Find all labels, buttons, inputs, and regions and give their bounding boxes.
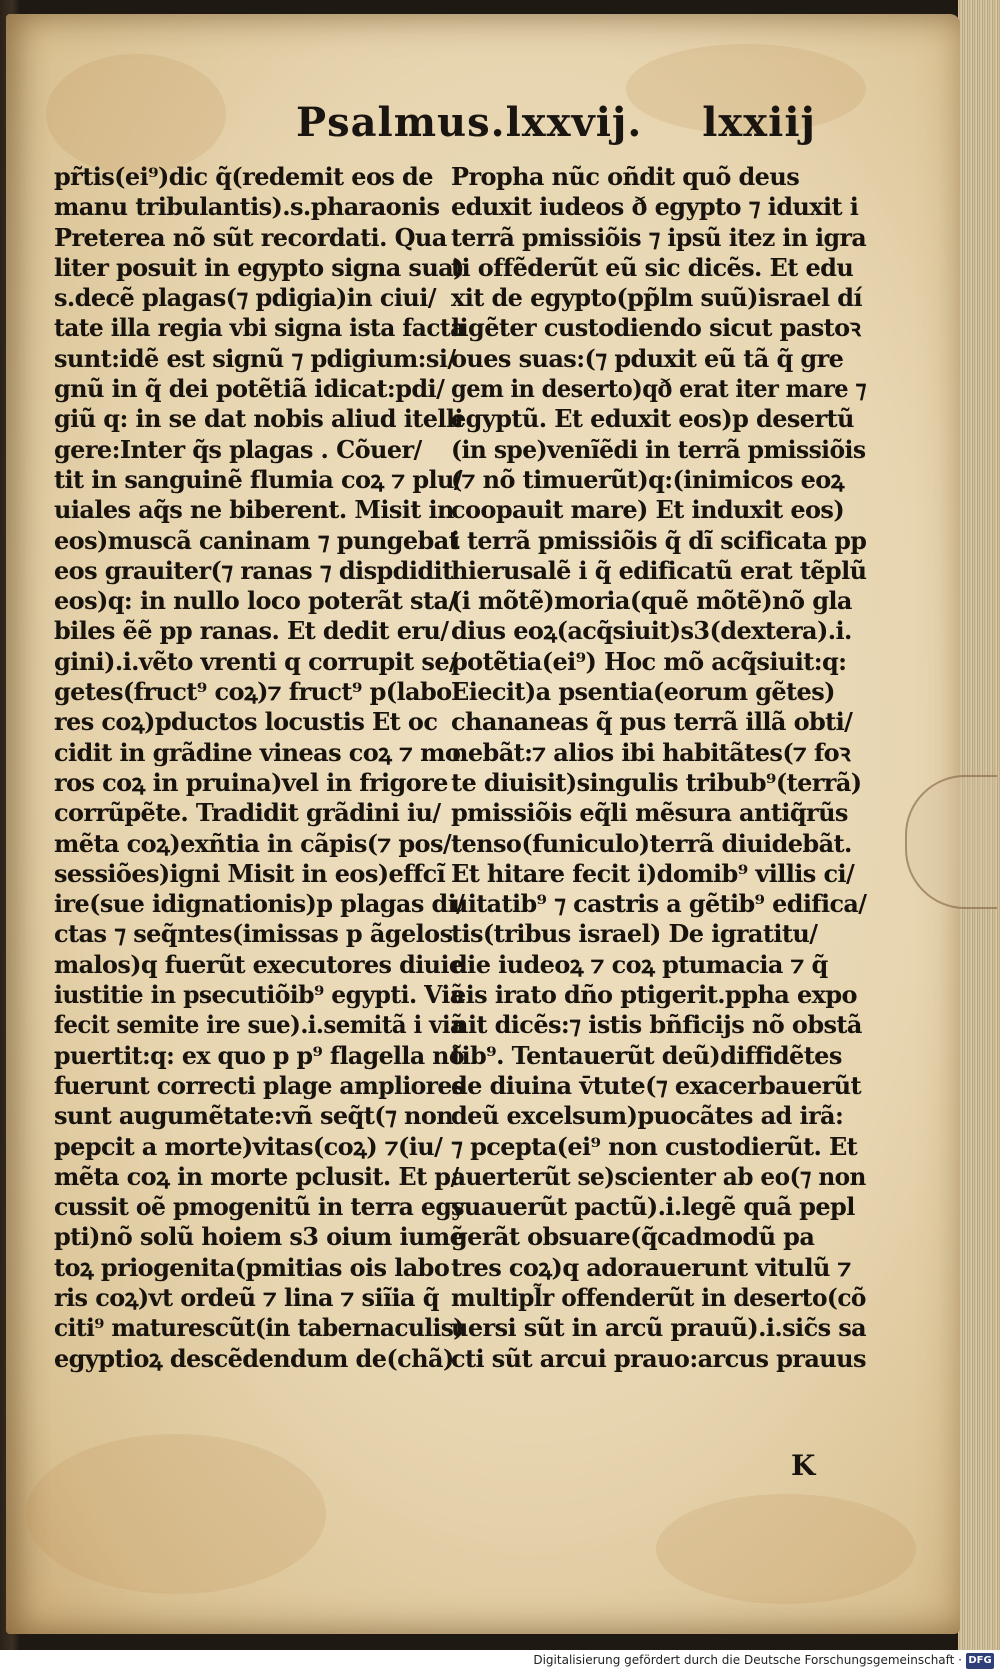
text-line: pti)nõ solũ hoiem s3 oium iumẽ <box>54 1222 464 1252</box>
text-line: fecit semite ire sue).i.semitã i viã <box>54 1010 465 1040</box>
text-line: egyptioꝝ descẽdendum de(chã) <box>54 1343 454 1373</box>
text-line: tib⁹. Tentauerũt deũ)diffidẽtes <box>451 1040 842 1070</box>
text-line: malos)q fuerũt executores diuie <box>54 949 464 979</box>
text-line: i terrã pmissiõis q̃ dĩ scificata pp <box>451 525 867 555</box>
text-line: tate illa regia vbi signa ista facta <box>54 313 465 343</box>
stain <box>46 54 226 174</box>
text-line: eos)q: in nullo loco poterãt sta/ <box>54 586 457 616</box>
text-line: eduxit iudeos ð egypto ⁊ iduxit i <box>451 192 859 222</box>
text-line: fuerunt correcti plage ampliores <box>54 1070 465 1100</box>
folio-number: lxxiij <box>702 99 816 146</box>
text-line: pmissiõis eq̃li mẽsura antiq̃rũs <box>451 798 848 828</box>
text-line: ire(sue idignationis)p plagas di/ <box>54 889 465 919</box>
text-line: oues suas:(⁊ pduxit eũ tã q̃ gre <box>451 343 844 373</box>
text-line: ligẽter custodiendo sicut pastoꝛ <box>451 313 861 343</box>
text-line: cussit oẽ pmogenitũ in terra egy <box>54 1192 465 1222</box>
text-line: terrã pmissiõis ⁊ ipsũ itez in igra <box>451 222 867 252</box>
text-line: eis irato dño ptigerit.ppha expo <box>451 980 857 1010</box>
text-line: corrũpẽte. Tradidit grãdini iu/ <box>54 798 441 828</box>
text-line: Preterea nõ sũt recordati. Qua <box>54 222 447 252</box>
text-line: gerãt obsuare(q̃cadmodũ pa <box>451 1222 815 1252</box>
signature-mark: K <box>791 1449 816 1482</box>
text-line: nebãt:⁊ alios ibi habitãtes(⁊ foꝛ <box>451 737 850 767</box>
text-line: deũ excelsum)puocãtes ad irã: <box>451 1101 844 1131</box>
footer-credit: Digitalisierung gefördert durch die Deutsche Forschungsgemeinschaft · <box>533 1653 962 1667</box>
text-line: chananeas q̃ pus terrã illã obti/ <box>451 707 853 737</box>
text-line: mẽta coꝝ)exñtia in cãpis(⁊ pos/ <box>54 828 452 858</box>
text-line: eos)muscã caninam ⁊ pungebat <box>54 525 460 555</box>
text-line: sunt:idẽ est signũ ⁊ pdigium:si/ <box>54 343 456 373</box>
text-line: (in spe)venĩẽdi in terrã pmissiõis <box>451 434 866 464</box>
text-line: xit de egypto(pp̃lm suũ)israel dí <box>451 283 862 313</box>
text-line: te diuisit)singulis tribub⁹(terrã) <box>451 767 862 797</box>
text-line: ris coꝝ)vt ordeũ ⁊ lina ⁊ siĩia q̃ <box>54 1282 439 1312</box>
text-line: nit dicẽs:⁊ istis bñficijs nõ obstã <box>451 1010 862 1040</box>
text-line: ti offẽderũt eũ sic dicẽs. Et edu <box>451 252 854 282</box>
dfg-logo: DFG <box>966 1653 994 1669</box>
page-title: Psalmus.lxxvij. <box>296 99 643 146</box>
text-line: uersi sũt in arcũ prauũ).i.sic̃s sa <box>451 1313 866 1343</box>
text-line: res coꝝ)pductos locustis Et oc <box>54 707 438 737</box>
text-line: multipl̃r offenderũt in deserto(cõ <box>451 1282 866 1312</box>
text-line: gnũ in q̃ dei potẽtiã idicat:pdi/ <box>54 374 445 404</box>
text-line: uitatib⁹ ⁊ castris a gẽtib⁹ edifica/ <box>451 889 867 919</box>
text-line: tenso(funiculo)terrã diuidebãt. <box>451 828 852 858</box>
text-line: gini).i.vẽto vrenti q corrupit se/ <box>54 646 458 676</box>
text-line: egyptũ. Et eduxit eos)p desertũ <box>451 404 854 434</box>
footer-bar <box>0 1650 1000 1673</box>
text-line: tres coꝝ)q adorauerunt vitulũ ⁊ <box>451 1252 851 1282</box>
text-line: sessiões)igni Misit in eos)effcĩ <box>54 858 446 888</box>
text-line: Et hitare fecit i)domib⁹ villis ci/ <box>451 858 855 888</box>
text-line: coopauit mare) Et induxit eos) <box>451 495 845 525</box>
book-page <box>6 14 960 1634</box>
text-line: auerterũt se)scienter ab eo(⁊ non <box>451 1161 866 1191</box>
text-line: cidit in grãdine vineas coꝝ ⁊ mo <box>54 737 461 767</box>
text-line: citi⁹ maturescũt(in tabernaculis) <box>54 1313 464 1343</box>
text-line: (⁊ nõ timuerũt)q:(inimicos eoꝝ <box>451 464 844 494</box>
text-line: tis(tribus israel) De igratitu/ <box>451 919 818 949</box>
text-line: mẽta coꝝ in morte pclusit. Et p/ <box>54 1161 459 1191</box>
text-line: dius eoꝝ(acq̃siuit)s3(dextera).i. <box>451 616 852 646</box>
text-line: ctas ⁊ seq̃ntes(imissas p ãgelos <box>54 919 453 949</box>
text-line: (i mõtẽ)moria(quẽ mõtẽ)nõ gla <box>451 586 852 616</box>
text-line: ⁊ pcepta(ei⁹ non custodierũt. Et <box>451 1131 858 1161</box>
text-line: sunt augumẽtate:vñ seq̃t(⁊ non <box>54 1101 454 1131</box>
text-line: suauerũt pactũ).i.legẽ quã pepl <box>451 1192 855 1222</box>
text-line: de diuina v̄tute(⁊ exacerbauerũt <box>451 1070 861 1100</box>
text-line: die iudeoꝝ ⁊ coꝝ ptumacia ⁊ q̃ <box>451 949 828 979</box>
text-line: ros coꝝ in pruina)vel in frigore <box>54 767 448 797</box>
text-line: potẽtia(ei⁹) Hoc mõ acq̃siuit:q: <box>451 646 847 676</box>
left-text-column <box>54 162 464 1374</box>
running-head <box>286 99 816 159</box>
text-line: Propha nũc oñdit quõ deus <box>451 162 800 191</box>
text-line: Eiecit)a psentia(eorum gẽtes) <box>451 677 835 707</box>
text-line: cti sũt arcui prauo:arcus prauus <box>451 1343 866 1373</box>
text-line: biles ẽẽ pp ranas. Et dedit eru/ <box>54 616 449 646</box>
text-line: gem in deserto)qð erat iter mare ⁊ <box>451 374 866 404</box>
text-line: hierusalẽ i q̃ edificatũ erat tẽplũ <box>451 555 867 585</box>
text-line: manu tribulantis).s.pharaonis <box>54 192 440 222</box>
text-line: liter posuit in egypto signa sua) <box>54 252 464 282</box>
text-line: uiales aq̃s ne biberent. Misit in <box>54 495 454 525</box>
text-line: gere:Inter q̃s plagas . Cõuer/ <box>54 434 422 464</box>
text-line: toꝝ priogenita(pmitias ois labo <box>54 1252 450 1282</box>
text-line: tit in sanguinẽ flumia coꝝ ⁊ plu/ <box>54 464 463 494</box>
text-line: iustitie in psecutiõib⁹ egypti. Viã <box>54 980 465 1010</box>
text-line: pr̃tis(ei⁹)dic q̃(redemit eos de <box>54 162 433 191</box>
text-line: pepcit a morte)vitas(coꝝ) ⁊(iu/ <box>54 1131 443 1161</box>
text-line: eos grauiter(⁊ ranas ⁊ dispdidit <box>54 555 453 585</box>
text-line: giũ q: in se dat nobis aliud itelli <box>54 404 463 434</box>
text-line: getes(fruct⁹ coꝝ)⁊ fruct⁹ p(labo <box>54 677 452 707</box>
stain <box>26 1434 326 1594</box>
stain <box>656 1494 916 1604</box>
text-line: s.decẽ plagas(⁊ pdigia)in ciui/ <box>54 283 436 313</box>
right-text-column <box>451 162 866 1374</box>
text-line: puertit:q: ex quo p p⁹ flagella nõ <box>54 1040 465 1070</box>
